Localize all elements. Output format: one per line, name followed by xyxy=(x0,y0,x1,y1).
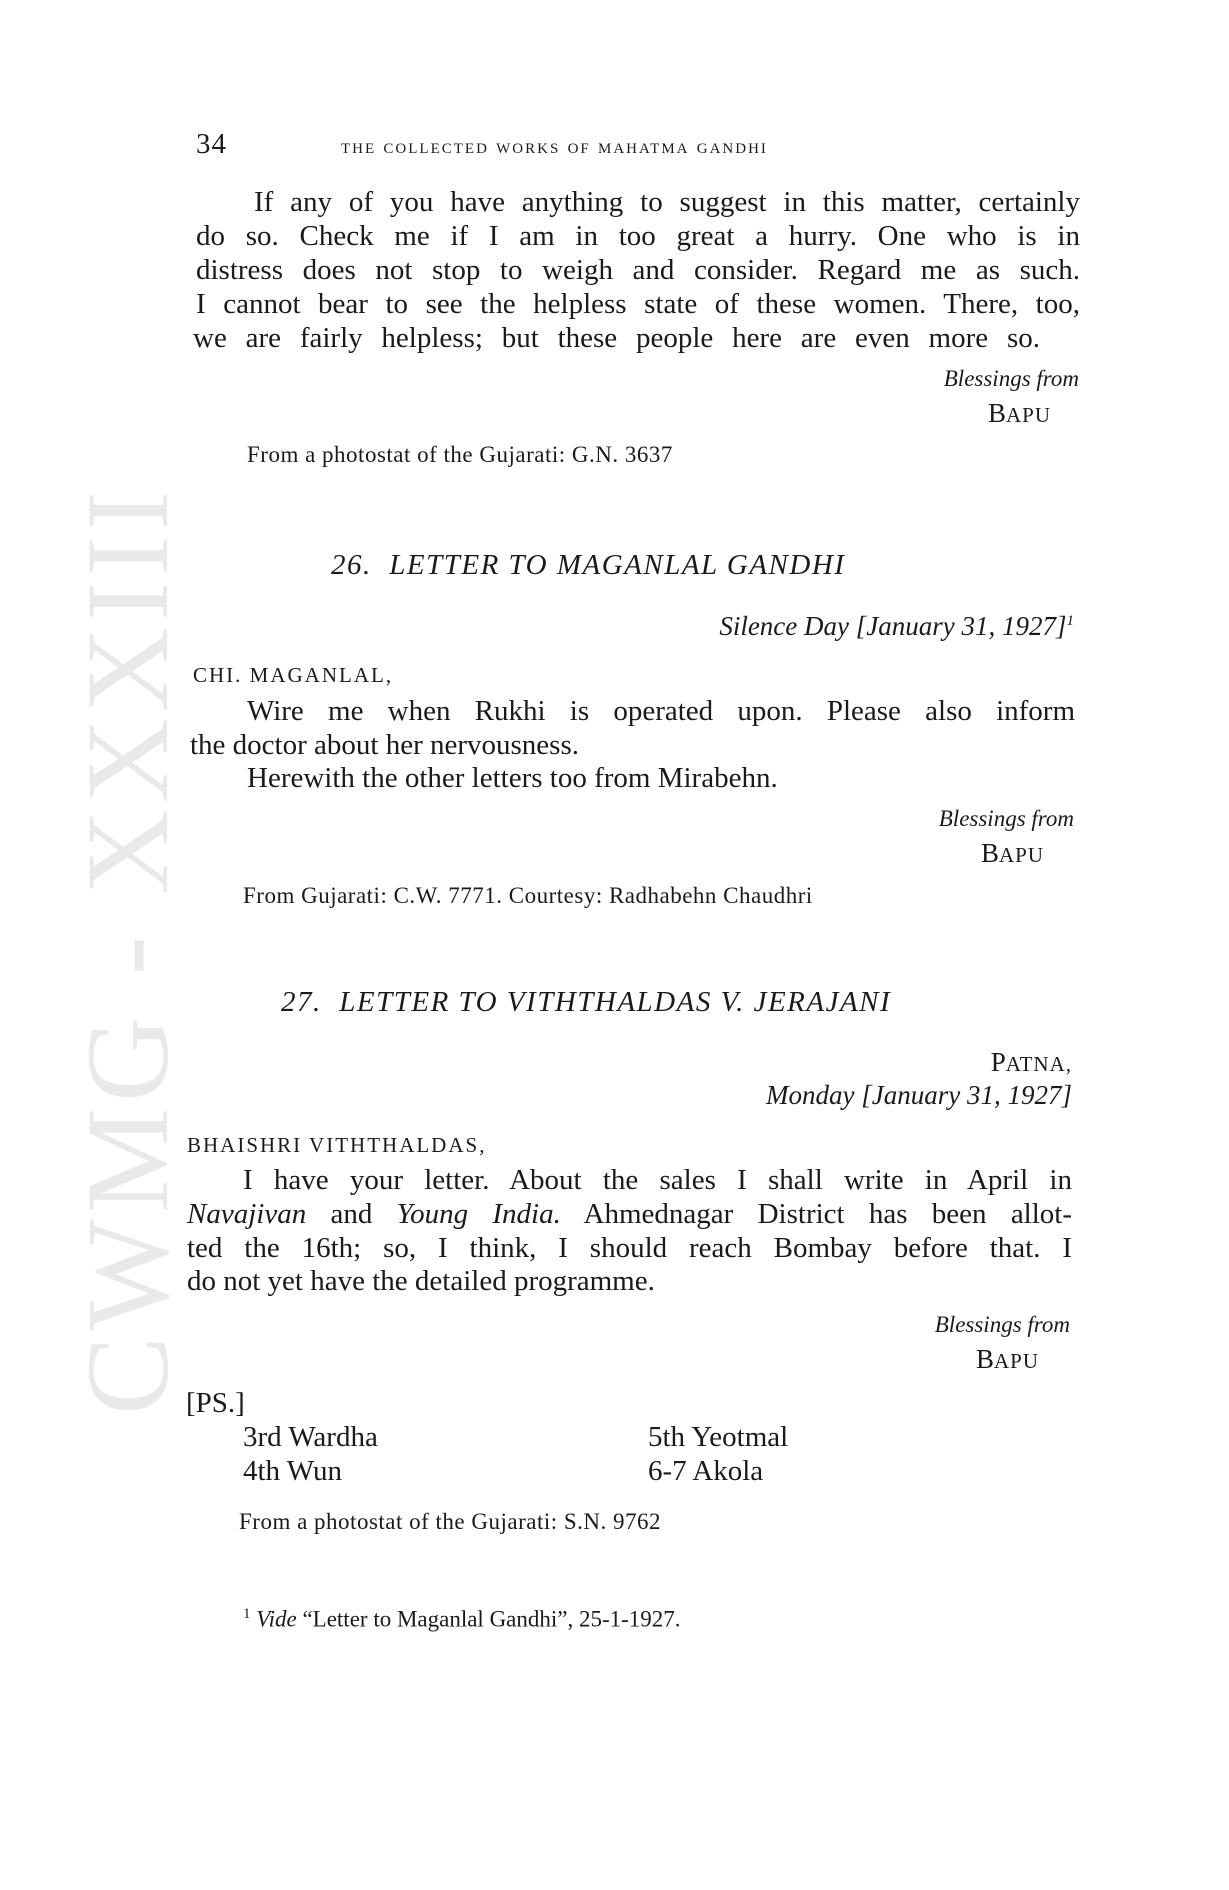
letter-27-line-2: Navajivan and Young India. Ahmednagar District has been allot- xyxy=(187,1198,1073,1230)
letter-27-place: PATNA, xyxy=(990,1047,1072,1077)
letter-26-salutation: CHI. MAGANLAL, xyxy=(193,663,394,687)
letter-26-line-3: Herewith the other letters too from Mirabehn. xyxy=(247,762,778,794)
letter-27-line-3: ted the 16th; so, I think, I should reach Bombay before that. I xyxy=(187,1232,1072,1264)
letter-26-line-1: Wire me when Rukhi is operated upon. Please also inform xyxy=(247,695,1075,727)
itinerary-item: 5th Yeotmal xyxy=(648,1421,789,1453)
cwmg-watermark xyxy=(62,400,222,1500)
letter-27-line-4: do not yet have the detailed programme. xyxy=(187,1265,655,1297)
letter-26-date: Silence Day [January 31, 1927]$^1$ xyxy=(719,611,1074,641)
letter-27-line-1: I have your letter. About the sales I shall write in April in xyxy=(243,1164,1072,1196)
letter-27-salutation: BHAISHRI VITHTHALDAS, xyxy=(187,1133,487,1157)
itinerary-item: 3rd Wardha xyxy=(243,1421,378,1453)
letter-27-date: Monday [January 31, 1927] xyxy=(766,1080,1072,1110)
running-title: the collected works of mahatma gandhi xyxy=(341,134,768,158)
prev-letter-signature: BAPU xyxy=(987,398,1051,428)
prev-letter-closing: Blessings from xyxy=(943,366,1079,391)
svg-text:CWMG - XXXIII: CWMG - XXXIII xyxy=(62,484,193,1416)
ps-label: [PS.] xyxy=(186,1387,245,1419)
prev-letter-source: From a photostat of the Gujarati: G.N. 3637 xyxy=(247,442,673,467)
prev-letter-line-4: I cannot bear to see the helpless state of these women. There, too, xyxy=(196,288,1080,320)
letter-27-signature: BAPU xyxy=(975,1344,1039,1374)
letter-26-source: From Gujarati: C.W. 7771. Courtesy: Radhabehn Chaudhri xyxy=(243,883,813,908)
itinerary-item: 6-7 Akola xyxy=(648,1455,764,1487)
letter-27-heading: 27. LETTER TO VITHTHALDAS V. JERAJANI xyxy=(281,986,892,1018)
letter-26-closing: Blessings from xyxy=(938,806,1074,831)
page-number: 34 xyxy=(196,128,227,160)
footnote: $^1$ Vide “Letter to Maganlal Gandhi”, 25-1-1927. xyxy=(243,1606,681,1632)
letter-26-line-2: the doctor about her nervousness. xyxy=(190,729,579,761)
letter-26-heading: 26. LETTER TO MAGANLAL GANDHI xyxy=(331,549,846,581)
prev-letter-line-5: we are fairly helpless; but these people here are even more so. xyxy=(193,322,1040,354)
letter-27-source: From a photostat of the Gujarati: S.N. 9762 xyxy=(239,1509,662,1534)
prev-letter-line-1: If any of you have anything to suggest in this matter, certainly xyxy=(254,186,1080,218)
letter-26-signature: BAPU xyxy=(980,838,1044,868)
prev-letter-line-2: do so. Check me if I am in too great a hurry. One who is in xyxy=(196,220,1080,252)
letter-27-closing: Blessings from xyxy=(934,1312,1070,1337)
itinerary-item: 4th Wun xyxy=(243,1455,342,1487)
prev-letter-line-3: distress does not stop to weigh and consider. Regard me as such. xyxy=(196,254,1080,286)
